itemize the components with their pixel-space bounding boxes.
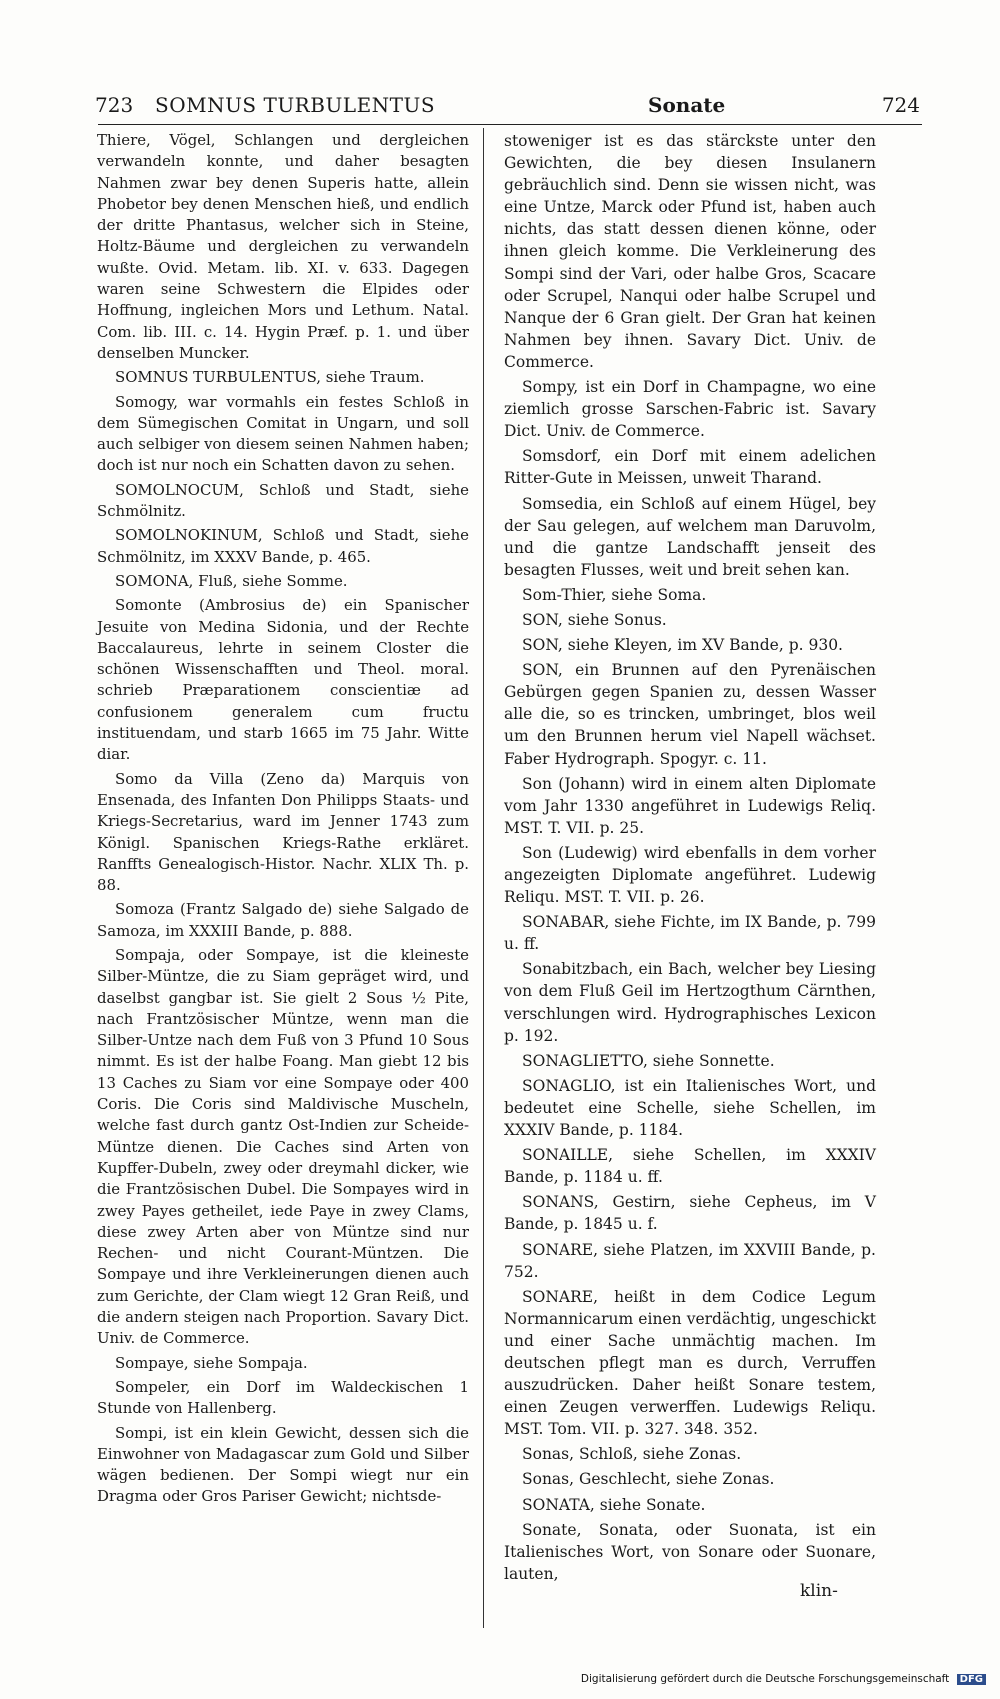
dfg-logo: DFG xyxy=(957,1674,986,1685)
entry-paragraph: Sonas, Geschlecht, siehe Zonas. xyxy=(522,1470,775,1489)
entry-paragraph: Somonte (Ambrosius de) ein Spanischer Jesuite von Medina Sidonia, und der Rechte Baccalaureus, lehrte in seinem Closter die schönen Wissenschafften und Theol. moral. schrieb Præparationem conscientiæ ad confusionem generalem cum fructu instituendam, und starb 1665 im 75 Jahr. Witte diar. xyxy=(97,596,469,764)
entry-paragraph: SONANS, Gestirn, siehe Cepheus, im V Bande, p. 1845 u. f. xyxy=(504,1193,876,1234)
entry-paragraph: SOMOLNOKINUM, Schloß und Stadt, siehe Schmölnitz, im XXXV Bande, p. 465. xyxy=(97,526,469,566)
left-running-title: SOMNUS TURBULENTUS xyxy=(155,93,436,117)
entry-paragraph: SONARE, heißt in dem Codice Legum Normannicarum einen verdächtig, ungeschickt und einer Sache unmächtig machen. Im deutschen pflegt man es durch, Verruffen auszudrücken. Daher heißt Sonare testem, einen Zeugen verwerffen. Ludewigs Reliqu. MST. Tom. VII. p. 327. 348. 352. xyxy=(504,1287,876,1439)
right-running-title: Sonate xyxy=(648,93,726,117)
entry-paragraph: SONAGLIO, ist ein Italienisches Wort, und bedeutet eine Schelle, siehe Schellen, im XXXIV Bande, p. 1184. xyxy=(504,1076,876,1140)
entry-paragraph: Sompaye, siehe Sompaja. xyxy=(115,1353,308,1372)
entry-paragraph: Somsdorf, ein Dorf mit einem adelichen Ritter-Gute in Meissen, unweit Tharand. xyxy=(504,447,876,488)
entry-paragraph: Som-Thier, siehe Soma. xyxy=(522,585,707,604)
entry-paragraph: SON, siehe Kleyen, im XV Bande, p. 930. xyxy=(522,636,843,655)
entry-paragraph: Somsedia, ein Schloß auf einem Hügel, bey der Sau gelegen, auf welchem man Daruvolm, und die gantze Landschafft jenseit des besagten Flusses, weit und breit sehen kan. xyxy=(504,494,876,579)
header-rule xyxy=(98,124,922,125)
entry-paragraph: SONARE, siehe Platzen, im XXVIII Bande, p. 752. xyxy=(504,1240,876,1281)
entry-paragraph: Sompaja, oder Sompaye, ist die kleineste Silber-Müntze, die zu Siam gepräget wird, und daselbst gangbar ist. Sie gielt 2 Sous ½ Pite, nach Frantzösischer Müntze, wenn man die Silber-Untze nach dem Fuß von 3 Pfund 10 Sous nimmt. Es ist der halbe Foang. Man giebt 12 bis 13 Caches zu Siam vor eine Sompaye oder 400 Coris. Die Coris sind Maldivische Muscheln, welche fast durch gantz Ost-Indien zur Scheide-Müntze dienen. Die Caches sind Arten von Kupffer-Dubeln, zwey oder dreymahl dicker, wie die Frantzösischen Dubel. Die Sompayes wird in zwey Payes getheilet, iede Paye in zwey Clams, diese zwey Arten aber von Müntze sind nur Rechen- und nicht Courant-Müntzen. Die Sompaye und ihre Verkleinerungen dienen auch zum Gerichte, der Clam wiegt 12 Gran Reiß, und die andern steigen nach Proportion. Savary Dict. Univ. de Commerce. xyxy=(97,945,469,1348)
entry-paragraph: Sonas, Schloß, siehe Zonas. xyxy=(522,1445,742,1464)
entry-paragraph: SOMONA, Fluß, siehe Somme. xyxy=(115,571,348,590)
entry-paragraph: Somogy, war vormahls ein festes Schloß in dem Sümegischen Comitat in Ungarn, und soll auch selbiger von diesem seinen Nahmen haben; doch ist nur noch ein Schatten davon zu sehen. xyxy=(97,392,469,475)
left-page-number: 723 xyxy=(95,93,134,117)
column-divider xyxy=(483,128,484,1628)
entry-paragraph: stoweniger ist es das stärckste unter den Gewichten, die bey diesen Insulanern gebräuchlich sind. Denn sie wissen nicht, was eine Untze, Marck oder Pfund ist, haben auch nichts, das statt dessen dienen könne, oder ihnen gleich komme. Die Verkleinerung des Sompi sind der Vari, oder halbe Gros, Scacare oder Scrupel, Nanqui oder halbe Scrupel und Nanque der 6 Gran gielt. Der Gran hat keinen Nahmen bey ihnen. Savary Dict. Univ. de Commerce. xyxy=(504,132,876,371)
entry-paragraph: Sompeler, ein Dorf im Waldeckischen 1 Stunde von Hallenberg. xyxy=(97,1377,469,1418)
catchword: klin- xyxy=(800,1581,838,1601)
entry-paragraph: Sompi, ist ein klein Gewicht, dessen sich die Einwohner von Madagascar zum Gold und Silber wägen bedienen. Der Sompi wiegt nur ein Dragma oder Gros Pariser Gewicht; nichtsde- xyxy=(97,1423,469,1506)
entry-paragraph: SOMOLNOCUM, Schloß und Stadt, siehe Schmölnitz. xyxy=(97,480,469,521)
entry-paragraph: Sonabitzbach, ein Bach, welcher bey Liesing von dem Fluß Geil im Hertzogthum Cärnthen, verschlungen wird. Hydrographisches Lexicon p. 192. xyxy=(504,960,876,1045)
entry-paragraph: Sonate, Sonata, oder Suonata, ist ein Italienisches Wort, von Sonare oder Suonare, lauten, xyxy=(504,1520,876,1583)
entry-paragraph: Son (Johann) wird in einem alten Diplomate vom Jahr 1330 angeführet in Ludewigs Reliq. MST. T. VII. p. 25. xyxy=(504,774,876,837)
entry-paragraph: SON, ein Brunnen auf den Pyrenäischen Gebürgen gegen Spanien zu, dessen Wasser alle die, so es trincken, umbringet, blos weil um den Brunnen herum viel Napell wächset. Faber Hydrograph. Spogyr. c. 11. xyxy=(504,661,876,768)
entry-paragraph: Sompy, ist ein Dorf in Champagne, wo eine ziemlich grosse Sarschen-Fabric ist. Savary Dict. Univ. de Commerce. xyxy=(504,378,876,441)
digitization-footer xyxy=(581,1673,986,1685)
right-column xyxy=(504,130,876,1585)
entry-paragraph: SOMNUS TURBULENTUS, siehe Traum. xyxy=(115,368,425,387)
entry-paragraph: SON, siehe Sonus. xyxy=(522,610,667,629)
entry-paragraph: Somoza (Frantz Salgado de) siehe Salgado de Samoza, im XXXIII Bande, p. 888. xyxy=(97,900,469,940)
entry-paragraph: SONABAR, siehe Fichte, im IX Bande, p. 799 u. ff. xyxy=(504,913,876,954)
entry-paragraph: SONAILLE, siehe Schellen, im XXXIV Bande, p. 1184 u. ff. xyxy=(504,1146,876,1187)
entry-paragraph: Thiere, Vögel, Schlangen und dergleichen verwandeln konnte, und daher besagten Nahmen zwar bey denen Superis hatte, allein Phobetor bey denen Menschen hieß, und endlich der dritte Phantasus, welcher sich in Steine, Holtz-Bäume und dergleichen zu verwandeln wußte. Ovid. Metam. lib. XI. v. 633. Dagegen waren seine Schwestern die Elpides oder Hoffnung, ingleichen Mors und Lethum. Natal. Com. lib. III. c. 14. Hygin Præf. p. 1. und über denselben Muncker. xyxy=(97,131,469,362)
left-column xyxy=(97,130,469,1508)
page-header xyxy=(95,93,920,127)
footer-text: Digitalisierung gefördert durch die Deutsche Forschungsgemeinschaft xyxy=(580,1673,950,1685)
entry-paragraph: SONATA, siehe Sonate. xyxy=(522,1495,706,1514)
entry-paragraph: Somo da Villa (Zeno da) Marquis von Ensenada, des Infanten Don Philipps Staats- und Kriegs-Secretarius, ward im Jenner 1743 zum Königl. Spanischen Kriegs-Rathe erkläret. Ranffts Genealogisch-Histor. Nachr. XLIX Th. p. 88. xyxy=(97,769,469,895)
right-page-number: 724 xyxy=(881,93,920,117)
entry-paragraph: SONAGLIETTO, siehe Sonnette. xyxy=(522,1051,775,1070)
entry-paragraph: Son (Ludewig) wird ebenfalls in dem vorher angezeigten Diplomate angeführet. Ludewig Reliqu. MST. T. VII. p. 26. xyxy=(504,843,876,907)
